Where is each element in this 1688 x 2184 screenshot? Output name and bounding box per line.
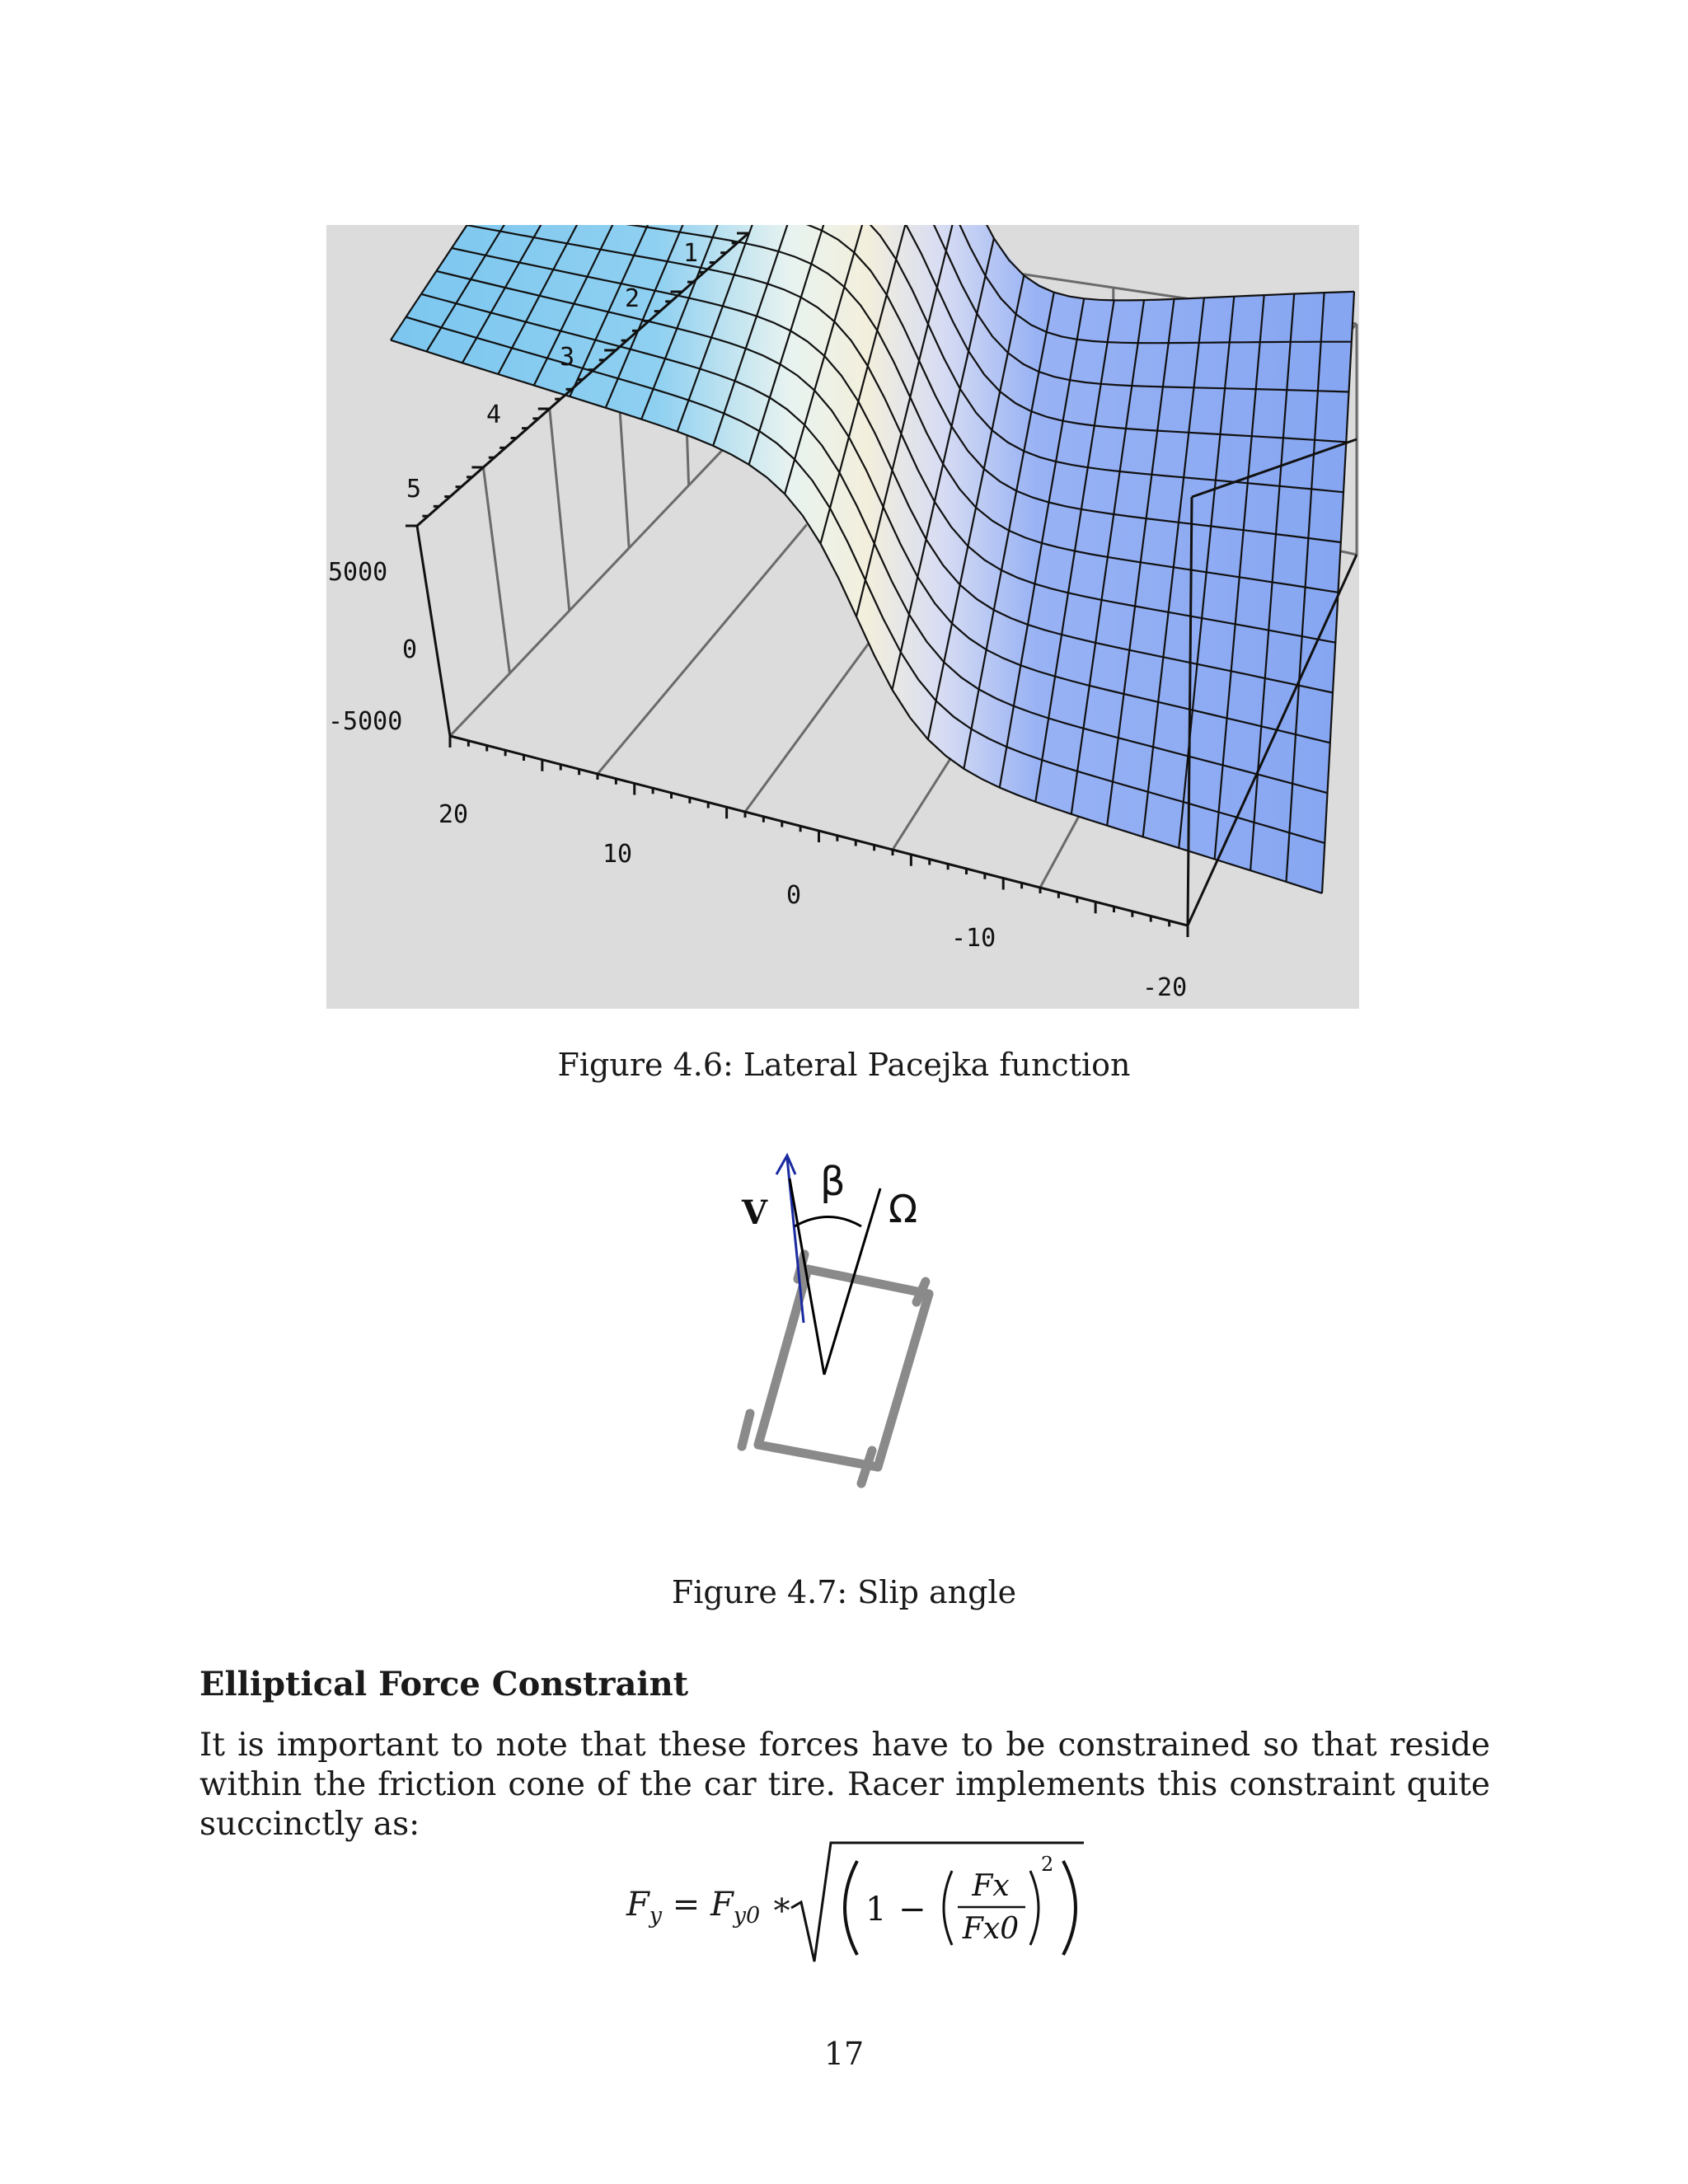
box-edge: [450, 423, 748, 736]
z-tick-label: 0: [402, 635, 418, 664]
car-body: [742, 1254, 929, 1483]
velocity-label: V: [742, 1193, 768, 1232]
x-tick-label: 10: [603, 840, 633, 869]
pacejka-surface-figure: [326, 225, 1359, 1009]
exponent: 2: [1041, 1853, 1054, 1876]
fraction-denominator: Fx0: [962, 1912, 1020, 1946]
inner-paren-left: [944, 1871, 952, 1945]
inner-paren-right: [1030, 1871, 1039, 1945]
box-edge: [417, 526, 450, 736]
eq-symbol: F: [626, 1886, 649, 1924]
figure-4-7-caption: Figure 4.7: Slip angle: [671, 1574, 1017, 1610]
beta-arc: [795, 1217, 861, 1227]
x-tick-label: 20: [438, 800, 469, 829]
depth-tick-label: 2: [625, 284, 640, 313]
friction-constraint-equation: [626, 1838, 1088, 1970]
page-number: 17: [823, 2036, 865, 2072]
eq-minus: −: [898, 1891, 926, 1929]
x-tick-label: 0: [786, 881, 802, 910]
surface-mesh: [391, 225, 1354, 893]
depth-tick-label: 3: [560, 343, 575, 372]
sqrt-expression: [783, 1838, 1088, 1970]
sqrt-sign: [791, 1843, 1084, 1961]
omega-label: Ω: [889, 1187, 918, 1231]
x-tick-label: -10: [951, 924, 996, 953]
figure-4-6-caption: Figure 4.6: Lateral Pacejka function: [557, 1047, 1131, 1083]
equation-lhs: [626, 1886, 793, 1929]
eq-subscript: y0: [733, 1903, 761, 1929]
grid-line: [483, 467, 509, 673]
z-tick-label: -5000: [328, 707, 403, 736]
depth-tick-label: 1: [683, 239, 699, 268]
section-heading: Elliptical Force Constraint: [199, 1665, 689, 1704]
fraction-numerator: Fx: [972, 1869, 1010, 1903]
eq-equals: =: [672, 1886, 701, 1924]
eq-symbol: F: [710, 1886, 734, 1924]
body-paragraph: It is important to note that these forces have to be constrained so that reside within the friction cone of the car tire. Racer implements this constraint quite succinctly as:: [199, 1727, 1490, 1843]
outer-paren-left: [845, 1861, 857, 1955]
z-tick-label: 5000: [328, 558, 388, 587]
eq-subscript: y: [649, 1903, 663, 1929]
eq-times: ∗: [770, 1886, 794, 1924]
arrow-head-icon: [776, 1155, 795, 1174]
beta-label: β: [820, 1159, 846, 1205]
slip-angle-figure: [676, 1129, 1006, 1508]
eq-one: 1: [865, 1891, 887, 1929]
pacejka-surface-plot: [326, 225, 1359, 1009]
x-tick-label: -20: [1142, 973, 1188, 1002]
outer-paren-right: [1063, 1861, 1076, 1955]
depth-tick-label: 5: [406, 475, 422, 504]
depth-tick-label: 4: [486, 401, 502, 429]
grid-line: [550, 409, 570, 611]
